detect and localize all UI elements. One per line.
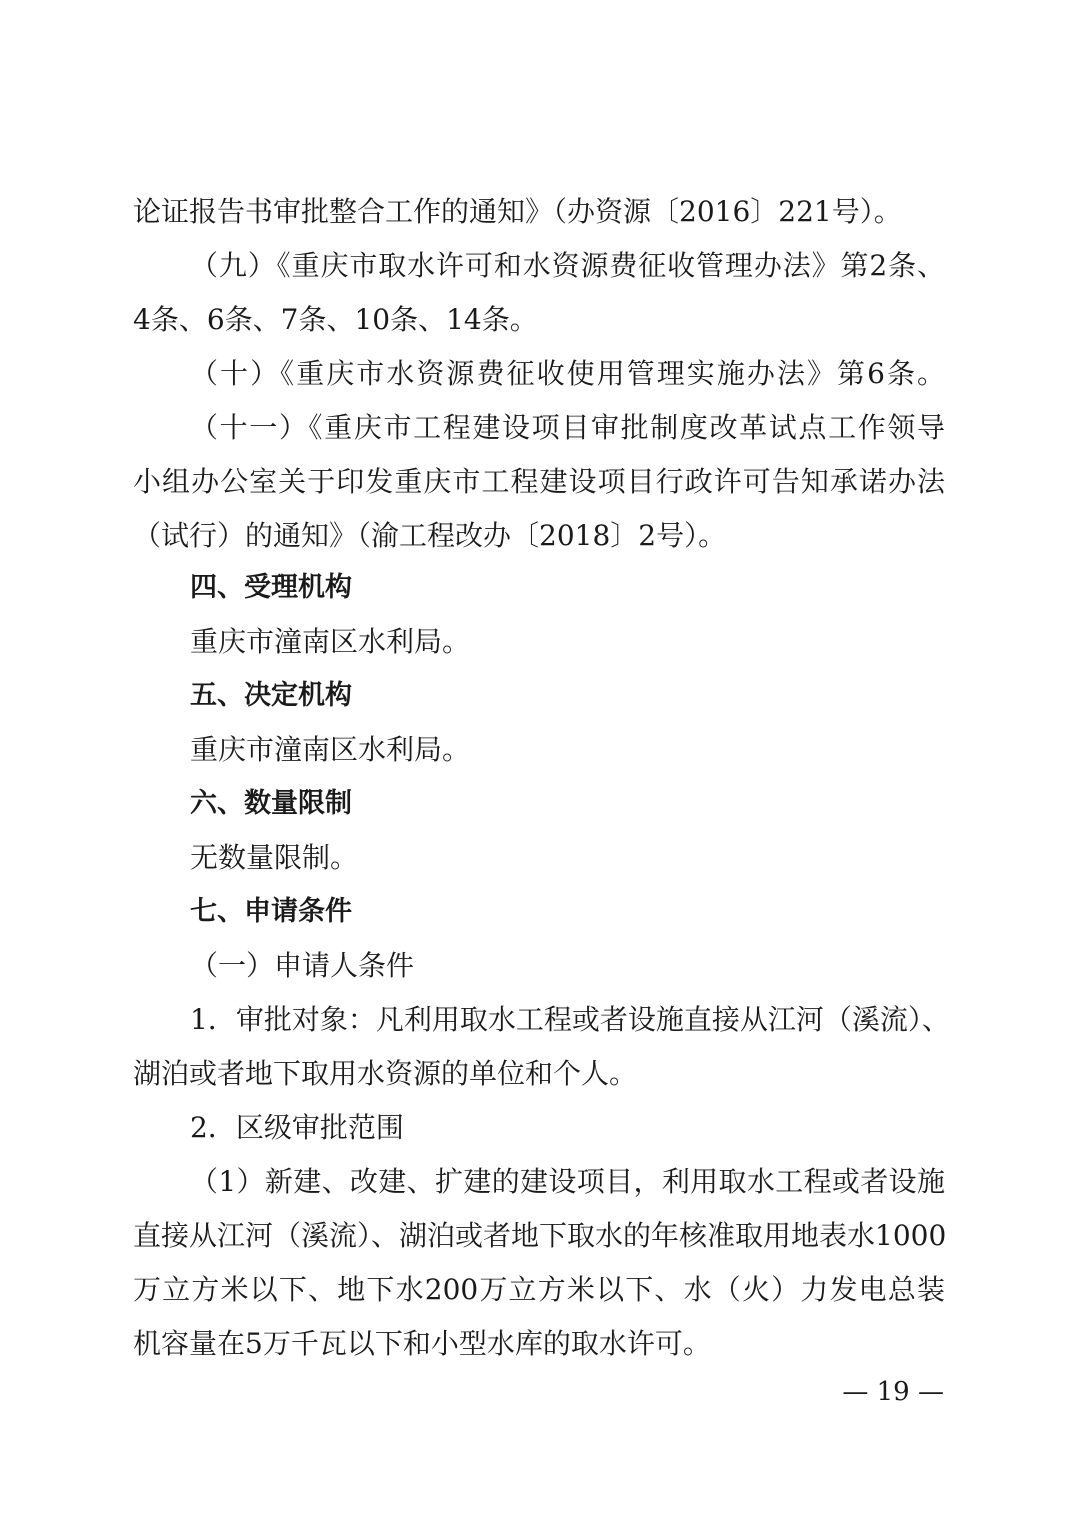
text-line: （十）《重庆市水资源费征收使用管理实施办法》第6条。 [190, 357, 945, 390]
text-line: 重庆市潼南区水利局。 [190, 733, 471, 766]
text-line: （1）新建、改建、扩建的建设项目，利用取水工程或者设施 [190, 1165, 945, 1198]
text-line: 论证报告书审批整合工作的通知》（办资源〔2016〕221号）。 [133, 195, 902, 228]
text-line: 直接从江河（溪流）、湖泊或者地下取水的年核准取用地表水1000 [133, 1219, 947, 1252]
section-heading-application-conditions: 七、申请条件 [190, 896, 352, 927]
text-line: 4条、6条、7条、10条、14条。 [133, 303, 538, 336]
section-heading-decision-agency: 五、决定机构 [190, 680, 352, 711]
text-line: （九）《重庆市取水许可和水资源费征收管理办法》第2条、 [190, 249, 945, 282]
text-line: 重庆市潼南区水利局。 [190, 625, 471, 658]
text-line: 万立方米以下、地下水200万立方米以下、水（火）力发电总装 [133, 1273, 945, 1306]
text-line: 湖泊或者地下取用水资源的单位和个人。 [133, 1057, 638, 1090]
text-line: （一）申请人条件 [190, 949, 415, 982]
text-line: （试行）的通知》（渝工程改办〔2018〕2号）。 [133, 519, 727, 552]
section-heading-quantity-limit: 六、数量限制 [190, 788, 352, 819]
text-line: 2．区级审批范围 [190, 1111, 404, 1144]
section-heading-acceptance-agency: 四、受理机构 [190, 572, 352, 603]
text-line: 机容量在5万千瓦以下和小型水库的取水许可。 [133, 1327, 711, 1360]
text-line: 无数量限制。 [190, 841, 359, 874]
text-line: 1．审批对象：凡利用取水工程或者设施直接从江河（溪流）、 [190, 1003, 950, 1036]
page-number: — 19 — [842, 1377, 944, 1407]
text-line: （十一）《重庆市工程建设项目审批制度改革试点工作领导 [190, 411, 945, 444]
text-line: 小组办公室关于印发重庆市工程建设项目行政许可告知承诺办法 [133, 465, 945, 498]
